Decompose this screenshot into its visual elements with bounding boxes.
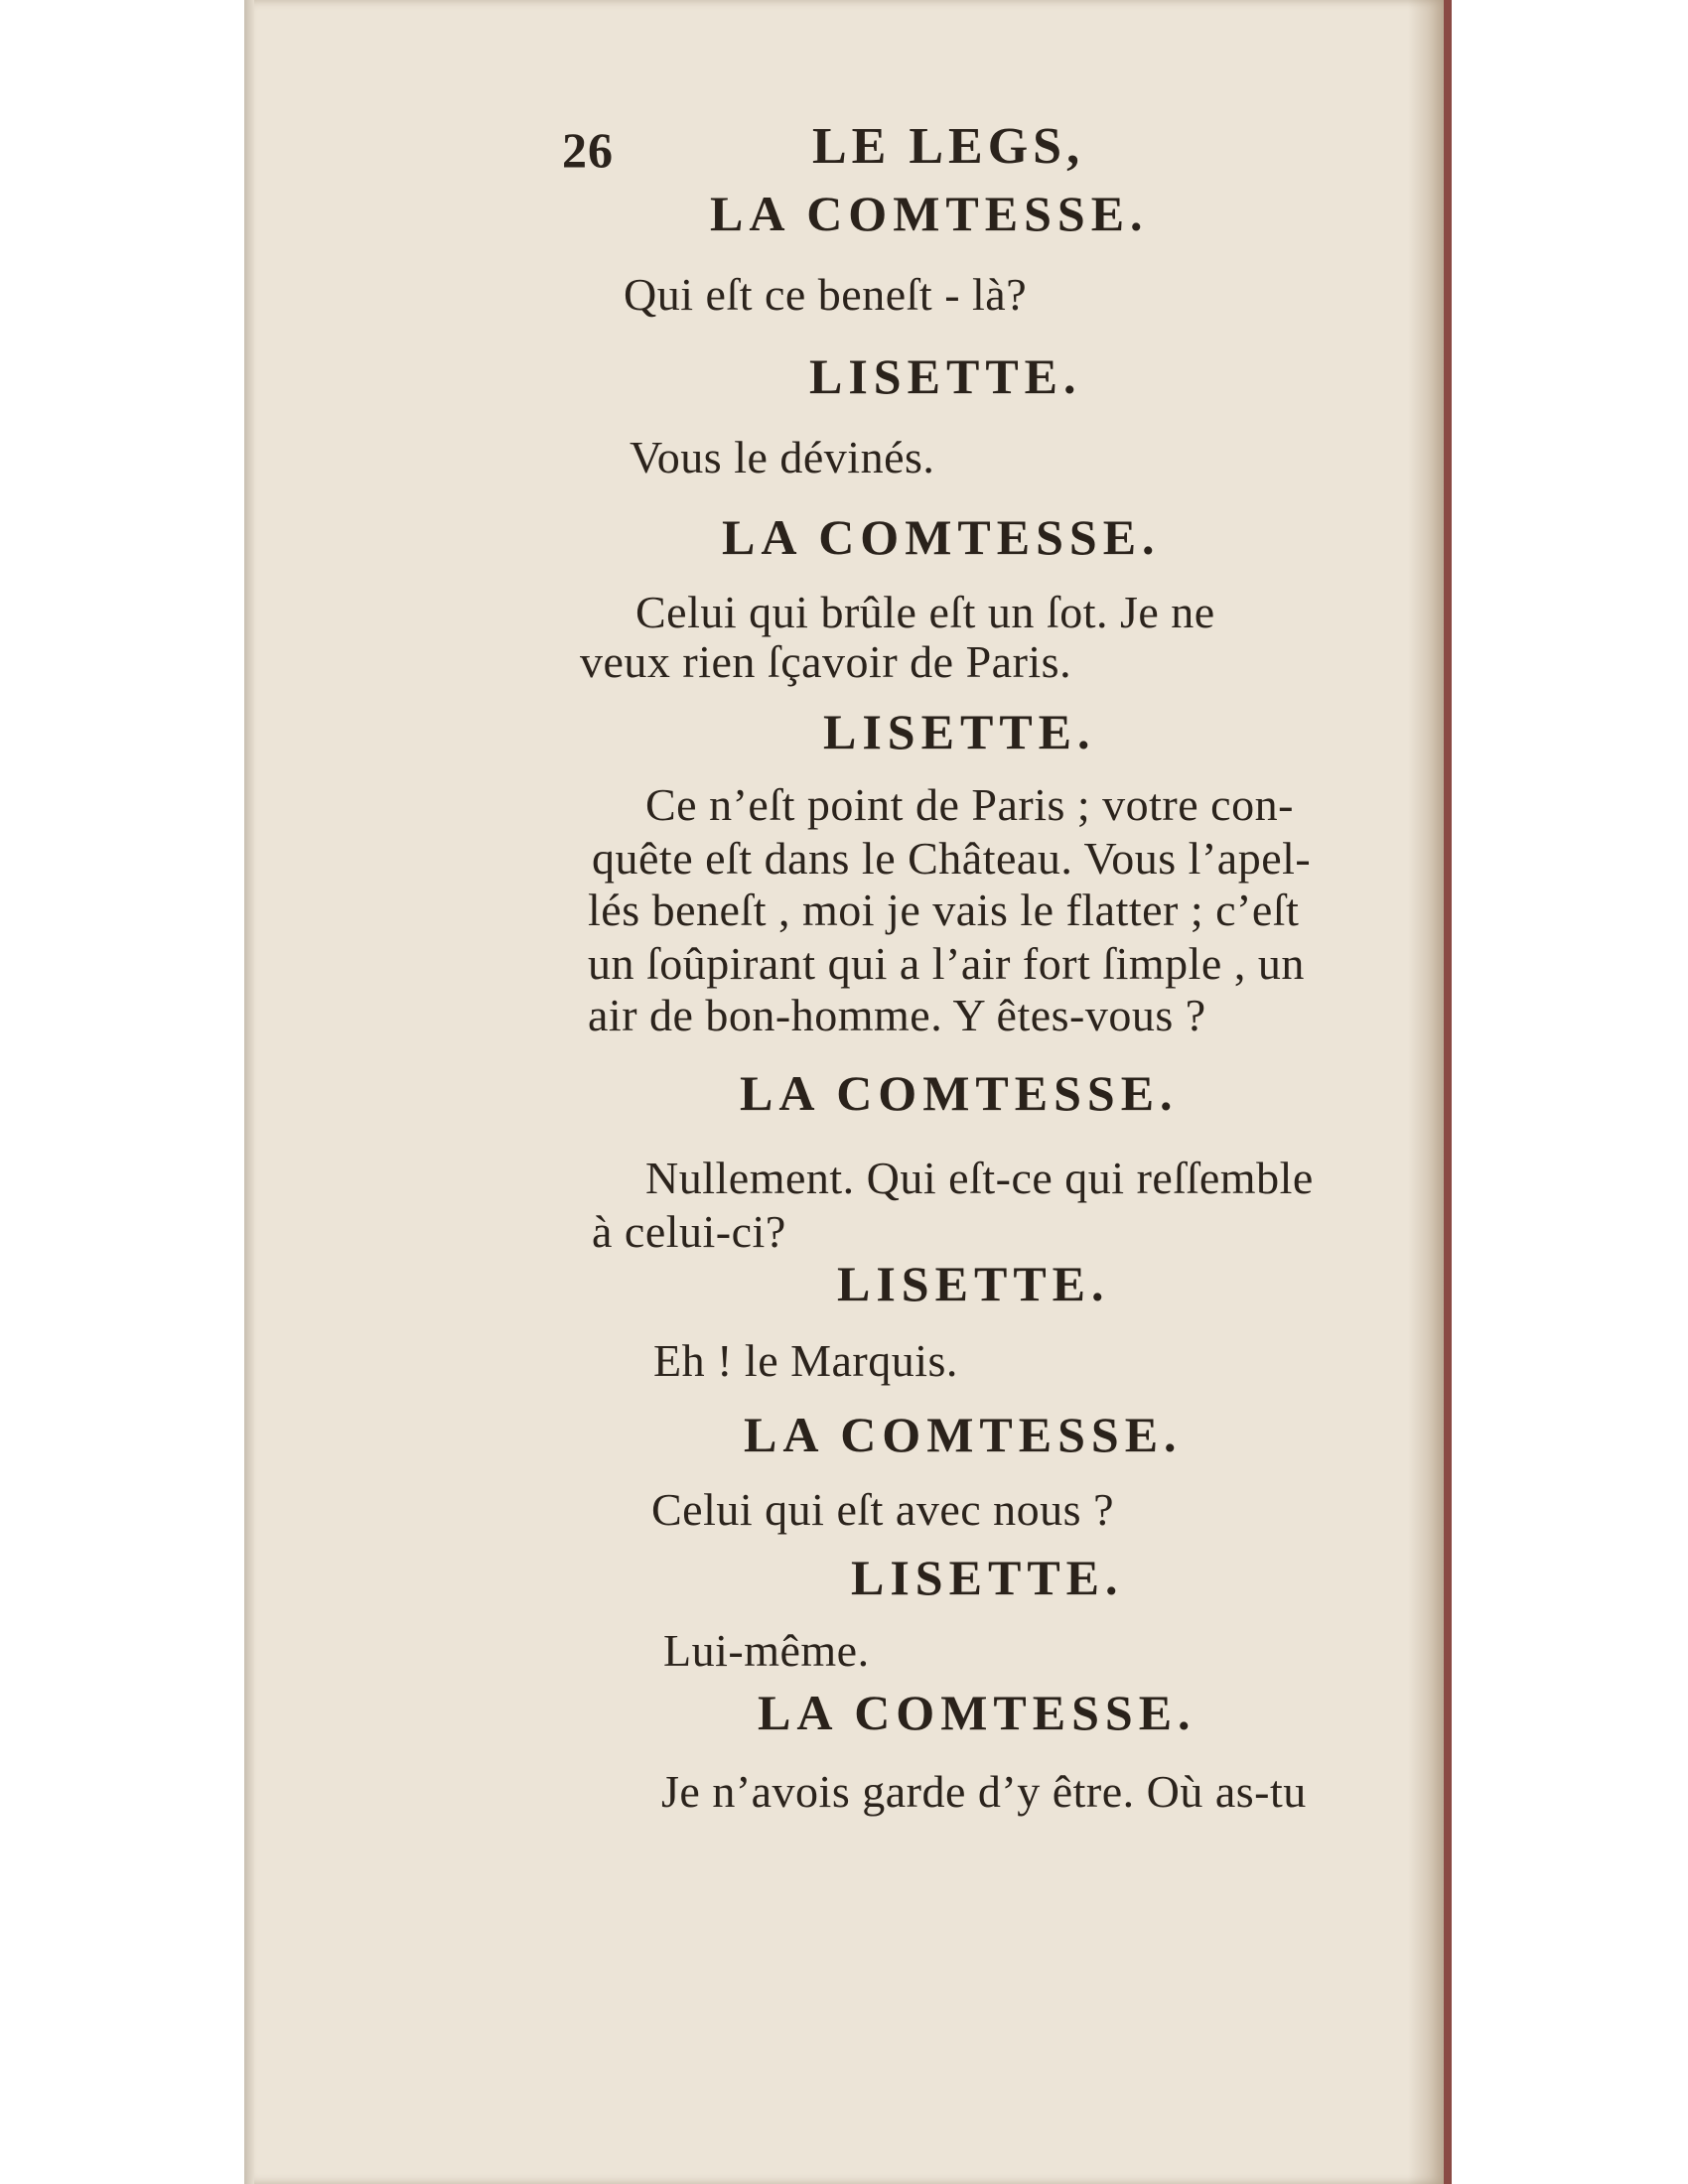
dialogue-line: Celui qui eſt avec nous ? — [651, 1484, 1114, 1535]
dialogue-line: Eh ! le Marquis. — [653, 1335, 958, 1386]
speaker-name: LA COMTESSE. — [722, 509, 1161, 565]
speaker-name: LA COMTESSE. — [740, 1065, 1179, 1121]
dialogue-line: lés beneſt , moi je vais le flatter ; c’eſt — [588, 885, 1300, 935]
dialogue-line: Lui-même. — [663, 1625, 870, 1676]
gutter-shadow — [1408, 0, 1444, 2184]
speaker-name: LA COMTESSE. — [758, 1685, 1196, 1740]
running-head: LE LEGS, — [812, 118, 1085, 175]
dialogue-line: veux rien ſçavoir de Paris. — [580, 636, 1072, 687]
page-number: 26 — [562, 122, 614, 178]
speaker-name: LISETTE. — [809, 348, 1082, 404]
speaker-name: LISETTE. — [823, 704, 1096, 759]
speaker-name: LA COMTESSE. — [710, 186, 1149, 241]
dialogue-line: air de bon-homme. Y êtes-vous ? — [588, 990, 1206, 1040]
dialogue-line: un ſoûpirant qui a l’air fort ſimple , un — [588, 938, 1305, 989]
speaker-name: LA COMTESSE. — [744, 1407, 1183, 1462]
speaker-name: LISETTE. — [851, 1550, 1124, 1605]
page-edge-left — [244, 0, 254, 2184]
binding-edge — [1444, 0, 1452, 2184]
dialogue-line: Vous le dévinés. — [630, 432, 935, 482]
dialogue-line: Qui eſt ce beneſt - là? — [624, 269, 1028, 320]
dialogue-line: Ce n’eſt point de Paris ; votre con- — [645, 779, 1294, 830]
dialogue-line: Je n’avois garde d’y être. Où as-tu — [661, 1766, 1307, 1817]
dialogue-line: Nullement. Qui eſt-ce qui reſſemble — [645, 1153, 1314, 1203]
speaker-name: LISETTE. — [837, 1256, 1110, 1311]
dialogue-line: quête eſt dans le Château. Vous l’apel- — [592, 833, 1312, 884]
dialogue-line: à celui-ci? — [592, 1206, 786, 1257]
dialogue-line: Celui qui brûle eſt un ſot. Je ne — [635, 587, 1215, 637]
